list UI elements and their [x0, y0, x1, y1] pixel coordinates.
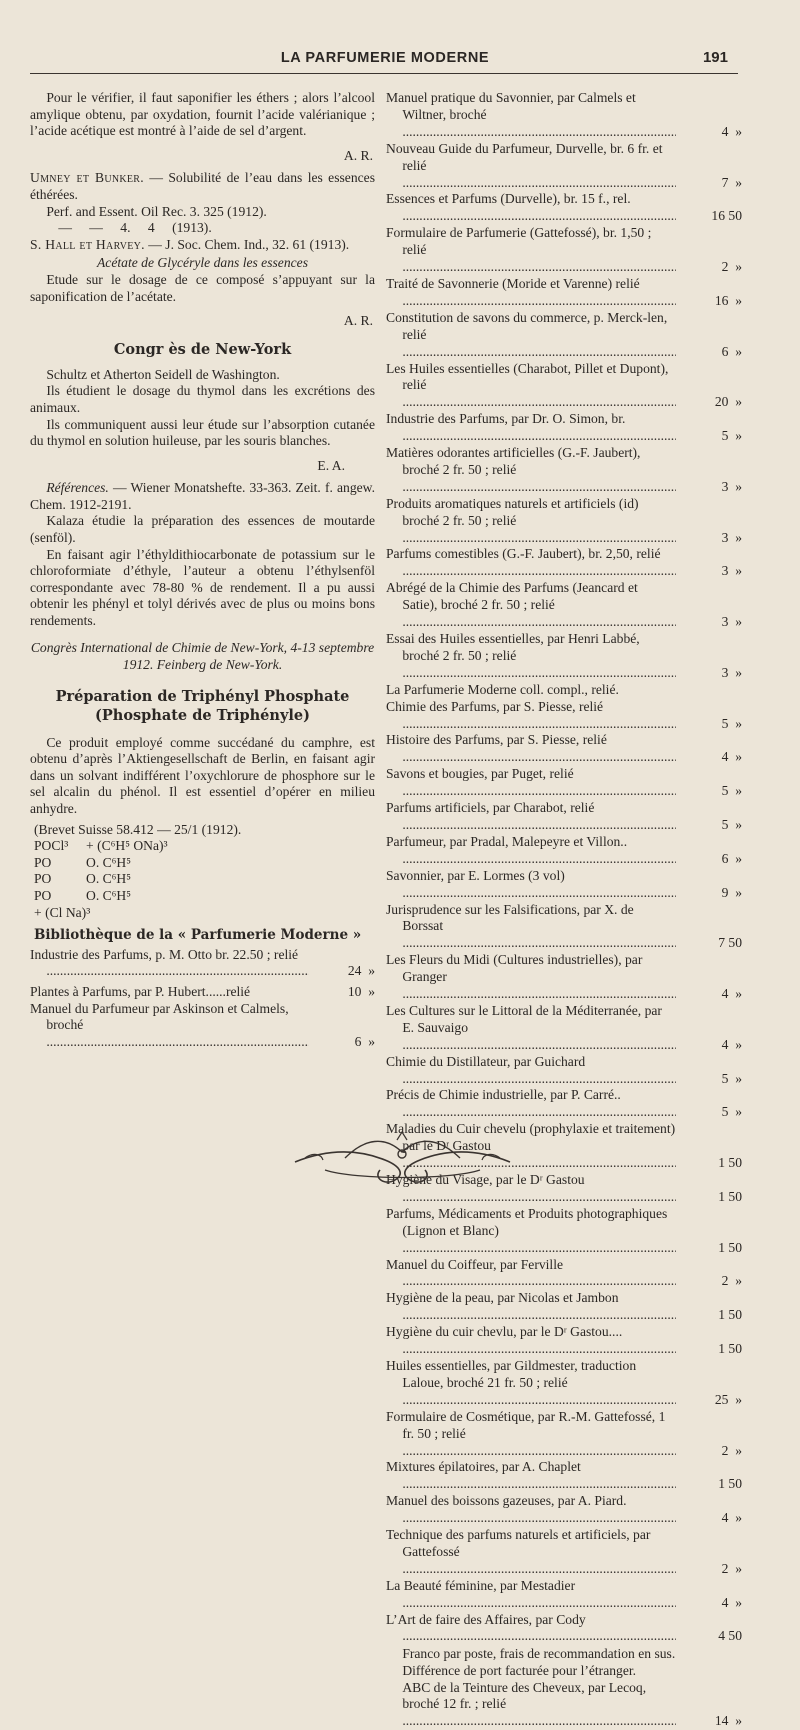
catalog-entry [386, 225, 742, 276]
catalog-title [386, 90, 676, 141]
catalog-entry [386, 361, 742, 412]
catalog-price: 3 » [721, 478, 742, 494]
formula-line [34, 888, 375, 905]
catalog-text: La Beauté féminine, par Mestadier [386, 1577, 576, 1593]
catalog-entry [30, 947, 375, 980]
catalog-title [386, 1680, 676, 1730]
catalog-title [386, 411, 676, 445]
catalog-price: 6 » [354, 1033, 375, 1049]
catalog-text: Les Fleurs du Midi (Cultures industrielles), par Granger [386, 952, 643, 985]
catalog-price: 10 » [347, 983, 375, 999]
catalog-entry [386, 732, 742, 766]
catalog-price: 1 50 [718, 1239, 742, 1255]
formula-term: O. C⁶H⁵ [86, 854, 131, 870]
formula-term: PO [34, 887, 52, 903]
paragraph-text: — Wiener Monatshefte. 33-363. Zeit. f. angew. Chem. 1912-2191. [30, 480, 375, 512]
catalog-text: Nouveau Guide du Parfumeur, Durvelle, br. 6 fr. et relié [386, 140, 663, 173]
catalog-title [30, 1001, 309, 1051]
catalog-price: 6 » [721, 343, 742, 359]
catalog-title [386, 361, 676, 412]
paragraph-text: — Solubilité de l’eau dans les essences éthérées. [30, 170, 375, 202]
authors: Umney et Bunker. [30, 170, 144, 186]
catalog-text: Les Huiles essentielles (Charabot, Pillet et Dupont), relié [386, 360, 669, 393]
catalog-text: Plantes à Parfums, par P. Hubert......relié [30, 983, 251, 999]
catalog-title [386, 682, 676, 699]
signature: A. R. [343, 313, 373, 329]
paragraph: En faisant agir l’éthyldithiocarbonate de potassium sur le chloroformiate d’éthyle, l’auteur a obtenu l’éthylsenföl correspondante avec 78-80 % de rendement. Il a pu aussi obtenir les phényl et tolyl dérivés avec de plus ou moins bons rendements. [30, 546, 375, 629]
catalog-price: 20 » [714, 394, 742, 410]
catalog-text: L’Art de faire des Affaires, par Cody [386, 1611, 586, 1627]
catalog-price: 5 » [721, 428, 742, 444]
catalog-entry [386, 90, 742, 141]
section-heading: Bibliothèque de la « Parfumerie Moderne » [34, 927, 362, 944]
catalog-title [386, 1493, 676, 1527]
catalog-entry [386, 496, 742, 547]
formula-term: + (Cl Na)³ [34, 904, 91, 920]
catalog-price: 1 50 [718, 1188, 742, 1204]
catalog-price: 1 50 [718, 1341, 742, 1357]
catalog-price: 4 » [721, 1594, 742, 1610]
section-heading: Préparation de Triphényl Phosphate [55, 687, 350, 705]
formula-term: O. C⁶H⁵ [86, 871, 131, 887]
paragraph: Ils communiquent aussi leur étude sur l’absorption cutanée du thymol en solution huileuse, par les souris blanches. [30, 416, 375, 449]
catalog-title [386, 225, 676, 276]
catalog-text: Chimie des Parfums, par S. Piesse, relié [386, 698, 604, 714]
catalog-entry [386, 1257, 742, 1291]
catalog-price: 1 50 [718, 1307, 742, 1323]
catalog-title [386, 1087, 676, 1121]
catalog-text: Manuel du Coiffeur, par Ferville [386, 1256, 564, 1272]
catalog-entry [386, 868, 742, 902]
catalog-entry [386, 699, 742, 733]
catalog-price: 14 » [714, 1713, 742, 1729]
catalog-title [386, 732, 676, 766]
catalog-title [386, 276, 676, 310]
catalog-entry [386, 1578, 742, 1612]
catalog-text: Manuel pratique du Savonnier, par Calmels et Wiltner, broché [386, 90, 636, 122]
catalog-text: Histoire des Parfums, par S. Piesse, relié [386, 732, 607, 748]
catalog-title [386, 902, 676, 953]
catalog-title [386, 310, 676, 361]
catalog-price: 5 » [721, 816, 742, 832]
catalog-title [386, 445, 676, 496]
catalog-title [386, 191, 676, 225]
catalog-title [386, 580, 676, 631]
catalog-text: Chimie du Distillateur, par Guichard [386, 1053, 586, 1069]
catalog-entry [386, 1087, 742, 1121]
catalog-title [30, 984, 309, 1001]
catalog-entry [30, 984, 375, 1001]
catalog-text: Essences et Parfums (Durvelle), br. 15 f., rel. [386, 191, 631, 207]
catalog-entry [386, 1680, 742, 1730]
catalog-title [386, 1054, 676, 1088]
section-heading: (Phosphate de Triphényle) [95, 706, 310, 724]
catalog-entry [386, 191, 742, 225]
catalog-text: Mixtures épilatoires, par A. Chaplet [386, 1459, 581, 1475]
catalog-text: Parfumeur, par Pradal, Malepeyre et Villon.. [386, 833, 628, 849]
catalog-entry [386, 682, 742, 699]
catalog-text: Hygiène de la peau, par Nicolas et Jambon [386, 1290, 619, 1306]
catalog-title [386, 1409, 676, 1460]
catalog-text: Industrie des Parfums, par Dr. O. Simon, br. [386, 411, 626, 427]
catalog-price: 7 » [721, 174, 742, 190]
catalog-price: 5 » [721, 1104, 742, 1120]
right-column [386, 90, 742, 1730]
catalog-text: Manuel des boissons gazeuses, par A. Piard. [386, 1493, 627, 1509]
catalog-text: Abrégé de la Chimie des Parfums (Jeancard et Satie), broché 2 fr. 50 ; relié [386, 580, 638, 613]
section-heading: Congr ès de New-York [113, 340, 292, 358]
catalog-price: 4 50 [718, 1628, 742, 1644]
catalog-text: Jurisprudence sur les Falsifications, par X. de Borssat [386, 901, 634, 934]
catalog-title [386, 1206, 676, 1257]
paragraph [30, 237, 375, 254]
catalog-price: 4 » [721, 749, 742, 765]
catalog-text: Constitution de savons du commerce, p. Merck-len, relié [386, 309, 668, 342]
catalog-text: Formulaire de Cosmétique, par R.-M. Gattefossé, 1 fr. 50 ; relié [386, 1408, 666, 1441]
catalog-price: 2 » [721, 259, 742, 275]
paragraph-text: — J. Soc. Chem. Ind., 32. 61 (1913). [144, 236, 350, 252]
catalog-text: ABC de la Teinture des Cheveux, par Lecoq, broché 12 fr. ; relié [402, 1679, 647, 1712]
catalog-price: 16 50 [711, 208, 742, 224]
catalog-text: Traité de Savonnerie (Moride et Varenne) relié [386, 275, 640, 291]
catalog-title [386, 631, 676, 682]
signature: E. A. [317, 457, 345, 473]
catalog-entry [386, 1527, 742, 1578]
catalog-price: 5 » [721, 1070, 742, 1086]
catalog-title [386, 834, 676, 868]
catalog-text: Huiles essentielles, par Gildmester, traduction Laloue, broché 21 fr. 50 ; relié [386, 1357, 637, 1390]
catalog-entry [386, 800, 742, 834]
catalog-title [386, 952, 676, 1003]
formula-line [34, 855, 375, 872]
formula-term: + (C⁶H⁵ ONa)³ [86, 838, 168, 854]
catalog-price: 4 » [721, 1036, 742, 1052]
catalog-title [386, 141, 676, 192]
formula-line [34, 905, 375, 922]
catalog-text: Essai des Huiles essentielles, par Henri Labbé, broché 2 fr. 50 ; relié [386, 631, 640, 663]
catalog-title [386, 699, 676, 733]
catalog-price: 3 » [721, 664, 742, 680]
catalog-price: 2 » [721, 1442, 742, 1458]
subheading: Acétate de Glycéryle dans les essences [97, 255, 308, 271]
left-column [30, 90, 375, 1050]
catalog-text: Précis de Chimie industrielle, par P. Carré.. [386, 1087, 621, 1103]
paragraph: Ils étudient le dosage du thymol dans les excrétions des animaux. [30, 383, 375, 415]
signature: A. R. [343, 147, 373, 163]
catalog-price: 3 » [721, 529, 742, 545]
catalog-entry [386, 276, 742, 310]
paragraph: Etude sur le dosage de ce composé s’appuyant sur la saponification de l’acétate. [30, 271, 375, 304]
catalog-title [386, 1612, 676, 1646]
reference: — — 4. 4 (1913). [58, 220, 212, 236]
catalog-entry [386, 546, 742, 580]
catalog-entry [386, 1003, 742, 1054]
paragraph: Ce produit employé comme succédané du camphre, est obtenu d’après l’Aktiengesellschaft de Berlin, en faisant agir dans un solvant indifférent l’oxychlorure de phosphore sur le sel alcalin du phénol. Il est essentiel d’opérer en milieu anhydre. [30, 734, 375, 816]
catalog-entry [386, 445, 742, 496]
catalog-text: Formulaire de Parfumerie (Gattefossé), br. 1,50 ; relié [386, 225, 652, 258]
running-title: LA PARFUMERIE MODERNE [280, 50, 490, 66]
catalog-title [386, 1578, 676, 1612]
catalog-entry [386, 952, 742, 1003]
catalog-entry [386, 902, 742, 953]
paragraph: Kalaza étudie la préparation des essences de moutarde (senföl). [30, 513, 375, 546]
catalog-title [386, 546, 676, 580]
catalog-price: 1 50 [718, 1155, 742, 1171]
catalog-text: Hygiène du cuir chevlu, par le Dʳ Gastou.... [386, 1324, 623, 1340]
catalog-entry [386, 1358, 742, 1409]
formula-line [34, 838, 375, 855]
floral-ornament-icon [285, 1130, 520, 1190]
catalog-entry [30, 1001, 375, 1051]
catalog-title [386, 1257, 676, 1291]
catalog-entry [386, 766, 742, 800]
catalog-entry [386, 1054, 742, 1088]
paragraph [30, 170, 375, 203]
formula-term: PO [34, 854, 52, 870]
catalog-entry [386, 1206, 742, 1257]
catalog-text: Technique des parfums naturels et artificiels, par Gattefossé [386, 1527, 651, 1559]
catalog-entry [386, 631, 742, 682]
catalog-title [386, 1459, 676, 1493]
authors: S. Hall et Harvey. [30, 236, 145, 252]
shipping-note: Différence de port facturée pour l’étranger. [402, 1662, 637, 1678]
reference: Perf. and Essent. Oil Rec. 3. 325 (1912). [46, 203, 267, 219]
paragraph [30, 480, 375, 513]
catalog-price: 5 » [721, 715, 742, 731]
catalog-entry [386, 1290, 742, 1324]
catalog-title [386, 1358, 676, 1409]
catalog-entry [386, 1612, 742, 1646]
catalog-title [386, 1003, 676, 1054]
catalog-title [386, 1290, 676, 1324]
catalog-price: 25 » [714, 1391, 742, 1407]
catalog-price: 4 » [721, 1510, 742, 1526]
paragraph: Schultz et Atherton Seidell de Washington. [46, 366, 280, 382]
catalog-text: Savons et bougies, par Puget, relié [386, 766, 574, 782]
catalog-entry [386, 834, 742, 868]
catalog-entry [386, 141, 742, 192]
catalog-text: Parfums artificiels, par Charabot, relié [386, 800, 595, 816]
patent-reference: (Brevet Suisse 58.412 — 25/1 (1912). [34, 821, 242, 837]
catalog-text: Industrie des Parfums, p. M. Otto br. 22.50 ; relié [30, 946, 299, 962]
catalog-entry [386, 1409, 742, 1460]
catalog-price: 6 » [721, 850, 742, 866]
catalog-text: Matières odorantes artificielles (G.-F. Jaubert), broché 2 fr. 50 ; relié [386, 445, 641, 477]
catalog-price: 4 » [721, 123, 742, 139]
formula-term: PO [34, 871, 52, 887]
catalog-title [386, 1527, 676, 1578]
catalog-price: 16 » [714, 292, 742, 308]
catalog-text: Les Cultures sur le Littoral de la Méditerranée, par E. Sauvaigo [386, 1002, 662, 1035]
catalog-entry [386, 1459, 742, 1493]
catalog-text: Parfums, Médicaments et Produits photographiques (Lignon et Blanc) [386, 1205, 668, 1238]
page-number: 191 [702, 49, 728, 66]
catalog-price: 24 » [347, 963, 375, 979]
conference-note: Congrès International de Chimie de New-York, 4-13 septembre 1912. Feinberg de New-York. [30, 639, 375, 672]
catalog-text: La Parfumerie Moderne coll. compl., relié. [386, 681, 619, 697]
catalog-entry [386, 1324, 742, 1358]
catalog-text: Maladies du Cuir chevelu (prophylaxie et traitement) par le Dʳ Gastou [386, 1121, 676, 1154]
shipping-note: Franco par poste, frais de recommandation en sus. [402, 1646, 676, 1662]
paragraph: Pour le vérifier, il faut saponifier les éthers ; alors l’alcool amylique obtenu, par oxydation, fournit l’acide valérianique ; l’acide acétique est montré à l’aide de sel d’argent. [30, 90, 375, 139]
catalog-title [386, 766, 676, 800]
catalog-price: 9 » [721, 884, 742, 900]
catalog-price: 7 50 [718, 935, 742, 951]
header-rule [30, 73, 738, 74]
catalog-text: Hygiène du Visage, par le Dʳ Gastou [386, 1172, 585, 1187]
catalog-entry [386, 1493, 742, 1527]
formula-term: O. C⁶H⁵ [86, 887, 131, 903]
references-label: Références. [46, 480, 109, 496]
catalog-title [386, 1324, 676, 1358]
catalog-entry [386, 310, 742, 361]
catalog-price: 3 » [721, 614, 742, 630]
catalog-price: 1 50 [718, 1476, 742, 1492]
catalog-price: 4 » [721, 986, 742, 1002]
formula-term: POCl³ [34, 838, 69, 854]
catalog-price: 5 » [721, 783, 742, 799]
catalog-title [386, 496, 676, 547]
catalog-price: 2 » [721, 1273, 742, 1289]
catalog-title [30, 947, 309, 980]
catalog-text: Parfums comestibles (G.-F. Jaubert), br. 2,50, relié [386, 546, 661, 562]
catalog-title [386, 800, 676, 834]
chemical-formula [34, 838, 375, 921]
formula-line [34, 871, 375, 888]
catalog-entry [386, 411, 742, 445]
catalog-price: 2 » [721, 1560, 742, 1576]
catalog-price: 3 » [721, 563, 742, 579]
catalog-text: Produits aromatiques naturels et artificiels (id) broché 2 fr. 50 ; relié [386, 495, 639, 528]
catalog-text: Savonnier, par E. Lormes (3 vol) [386, 867, 565, 883]
catalog-entry [386, 580, 742, 631]
page-header [30, 46, 740, 70]
catalog-title [386, 868, 676, 902]
catalog-text: Manuel du Parfumeur par Askinson et Calmels, broché [30, 1000, 289, 1033]
